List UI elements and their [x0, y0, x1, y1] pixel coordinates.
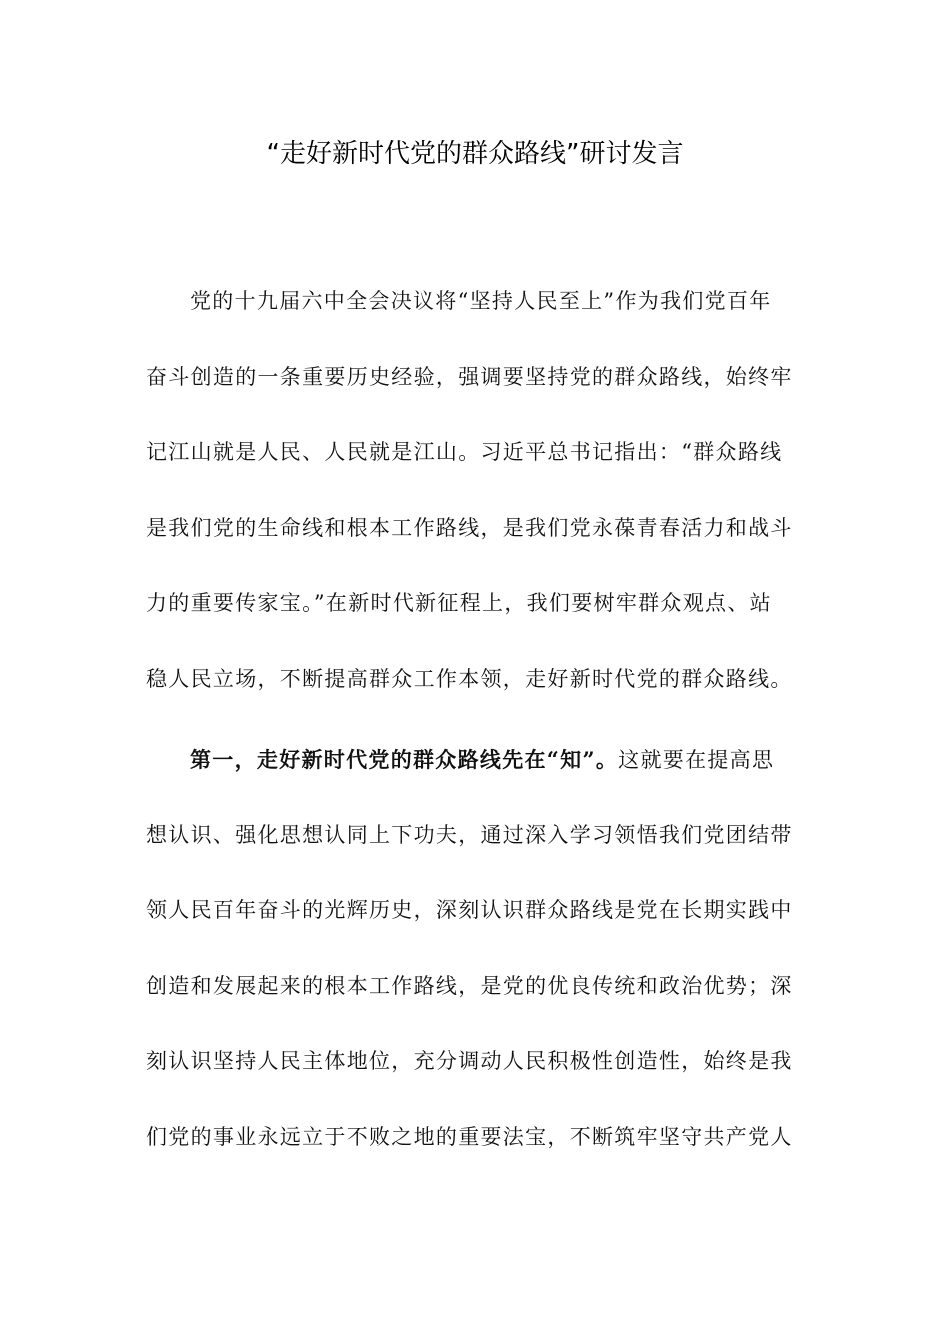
paragraph-line: 刻认识坚持人民主体地位，充分调动人民积极性创造性，始终是我 [146, 1049, 793, 1073]
paragraph-line: 力的重要传家宝。”在新时代新征程上，我们要树牢群众观点、站 [146, 591, 772, 615]
document-title: “走好新时代党的群众路线”研讨发言 [266, 139, 684, 169]
paragraph-line: 稳人民立场，不断提高群众工作本领，走好新时代党的群众路线。 [146, 666, 793, 691]
paragraph-line: 是我们党的生命线和根本工作路线，是我们党永葆青春活力和战斗 [146, 515, 793, 540]
paragraph-line-rest: 这就要在提高思 [618, 748, 775, 772]
paragraph-first-point [146, 722, 804, 1175]
paragraph-intro [146, 264, 804, 717]
paragraph-line [146, 722, 804, 798]
paragraph-line: 们党的事业永远立于不败之地的重要法宝，不断筑牢坚守共产党人 [146, 1124, 793, 1149]
paragraph-line: 奋斗创造的一条重要历史经验，强调要坚持党的群众路线，始终牢 [146, 364, 793, 389]
paragraph-line: 领人民百年奋斗的光辉历史，深刻认识群众路线是党在长期实践中 [146, 898, 793, 922]
point-heading: 第一，走好新时代党的群众路线先在“知”。 [190, 747, 619, 772]
paragraph-line: 记江山就是人民、人民就是江山。习近平总书记指出：“群众路线 [146, 440, 783, 464]
paragraph-line: 党的十九届六中全会决议将“坚持人民至上”作为我们党百年 [190, 289, 772, 313]
paragraph-line: 想认识、强化思想认同上下功夫，通过深入学习领悟我们党团结带 [146, 822, 793, 847]
paragraph-line: 创造和发展起来的根本工作路线，是党的优良传统和政治优势；深 [146, 973, 793, 998]
